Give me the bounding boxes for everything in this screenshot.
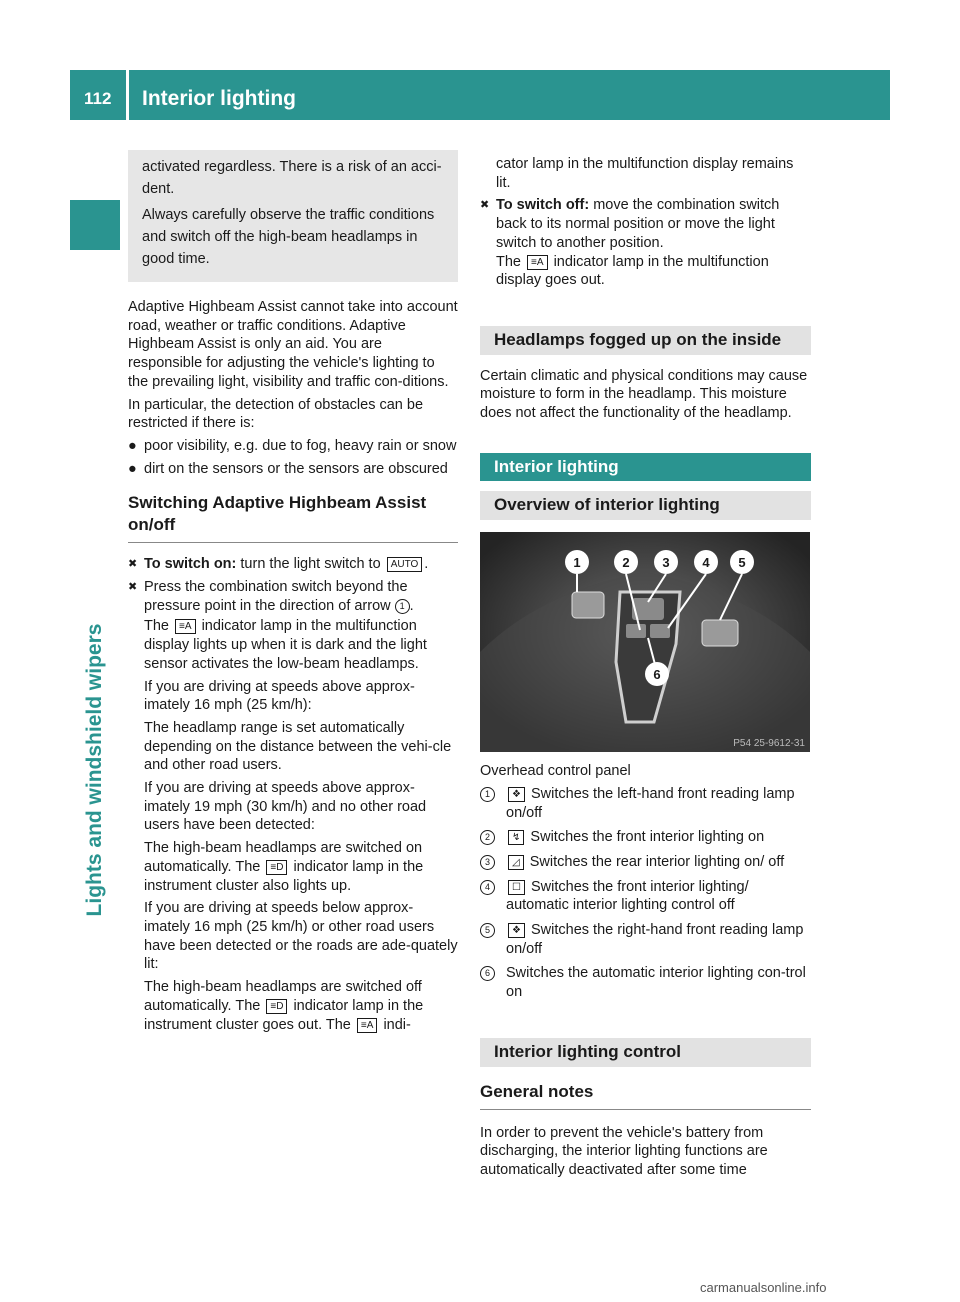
- overhead-control-panel-image: [480, 532, 810, 752]
- reading-lamp-icon: ❖: [508, 923, 525, 938]
- high-beam-assist-icon: ≡A: [175, 619, 196, 634]
- image-code: P54 25-9612-31: [733, 738, 805, 750]
- section-side-tab: [70, 200, 120, 1195]
- legend-item: 6 Switches the automatic interior lighting con-trol on: [480, 964, 811, 1001]
- section-heading: Interior lighting control: [480, 1038, 811, 1067]
- action-step: ✖ To switch off: move the combination switch back to its normal position or move the light switch to another position. The ≡A indicator lamp in the multifunction display goes out.: [480, 197, 780, 289]
- section-heading: General notes: [480, 1079, 811, 1110]
- legend-item: 2 ↯ Switches the front interior lighting on: [480, 828, 811, 847]
- step-arrow-icon: ✖: [128, 558, 138, 571]
- legend-item: 4 ☐ Switches the front interior lighting/ automatic interior lighting control off: [480, 878, 811, 915]
- page-number: 112: [84, 89, 112, 108]
- callout-2: 2: [622, 555, 630, 571]
- callout-number: 1: [395, 599, 410, 614]
- left-column: [128, 150, 458, 1038]
- step-arrow-icon: ✖: [480, 199, 490, 212]
- paragraph: Certain climatic and physical conditions may cause moisture to form in the headlamp. This moisture does not affect the functionality of the headlamp.: [480, 367, 808, 422]
- bullet-item: ● dirt on the sensors or the sensors are obscured: [128, 460, 448, 477]
- section-heading: Interior lighting: [480, 453, 811, 482]
- warning-text: activated regardless. There is a risk of an acci-dent.: [142, 159, 442, 197]
- warning-box: [128, 150, 458, 282]
- callout-4: 4: [702, 555, 710, 571]
- paragraph: Adaptive Highbeam Assist cannot take into account road, weather or traffic conditions. Adaptive Highbeam Assist is only an aid. You are responsible for adjusting the vehicle's lighting to the prevailing light, visibility and traffic con-ditions.: [128, 299, 458, 390]
- header-divider: [126, 70, 129, 120]
- callout-6: 6: [653, 667, 661, 683]
- right-column: cator lamp in the multifunction display remains lit. ✖ To switch off: move the combination switch back to its normal position or move the light switch to another position. The ≡A indicator lamp in the multifunction display goes out. Headlamps fogged up on the inside Certain climatic and physical conditions may cause moisture to form in the headlamp. This moisture does not affect the functionality of the headlamp. Interior lighting Overview of interior lighting 1 2 3 4 5 6 P54 25-9612-31 Overhead control panel 1 ❖ Switches the left-hand front reading lamp on/off 2 ↯ Switches the front interior lighting on 3 ◿ Switches the rear interior lighting on/ off 4 ☐ Switches the front interior lighting/ automatic interior lighting control off 5 ❖ Switches the right-hand front reading lamp on/off 6 Switches the automatic interior lighting con-trol on Interior lighting control General notes In order to prevent the vehicle's battery from discharging, the interior lighting functions are automatically deactivated after some time: [480, 155, 811, 1184]
- reading-lamp-icon: ❖: [508, 787, 525, 802]
- figure-caption: Overhead control panel: [480, 763, 631, 780]
- high-beam-icon: ≡D: [266, 860, 287, 875]
- legend-item: 1 ❖ Switches the left-hand front reading lamp on/off: [480, 785, 811, 822]
- chapter-marker: [70, 200, 120, 250]
- warning-text: Always carefully observe the traffic conditions and switch off the high-beam headlamps in good time.: [142, 207, 435, 267]
- section-heading: Headlamps fogged up on the inside: [480, 326, 811, 355]
- section-heading: Switching Adaptive Highbeam Assist on/off: [128, 482, 458, 543]
- interior-light-off-icon: ☐: [508, 880, 525, 895]
- action-step: ✖ To switch on: turn the light switch to AUTO .: [128, 556, 429, 573]
- callout-3: 3: [662, 555, 670, 571]
- high-beam-icon: ≡D: [266, 999, 287, 1014]
- page-header: [70, 70, 890, 120]
- page-title: Interior lighting: [142, 87, 296, 110]
- callout-1: 1: [573, 555, 581, 571]
- high-beam-assist-icon: ≡A: [527, 255, 548, 270]
- legend-item: 5 ❖ Switches the right-hand front reading lamp on/off: [480, 921, 811, 958]
- legend-item: 3 ◿ Switches the rear interior lighting on/ off: [480, 853, 811, 872]
- front-interior-light-icon: ↯: [508, 830, 524, 845]
- paragraph: In particular, the detection of obstacles can be restricted if there is:: [128, 396, 424, 432]
- auto-icon: AUTO: [387, 557, 423, 572]
- bullet-item: ● poor visibility, e.g. due to fog, heavy rain or snow: [128, 437, 457, 454]
- high-beam-assist-icon: ≡A: [357, 1018, 378, 1033]
- paragraph: In order to prevent the vehicle's battery from discharging, the interior lighting functions are automatically deactivated after some time: [480, 1124, 768, 1178]
- step-arrow-icon: ✖: [128, 581, 138, 594]
- action-step: ✖ Press the combination switch beyond the pressure point in the direction of arrow 1 . The ≡A indicator lamp in the multifunction display lights up when it is dark and the light sensor activates the low-beam headlamps. If you are driving at speeds above approx-imately 16 mph (25 km/h): The headlamp range is set automatically depending on the distance between the vehi-cle and other road users. If you are driving at speeds above approx-imately 19 mph (30 km/h) and no other road users have been detected: The high-beam headlamps are switched on automatically. The ≡D indicator lamp in the instrument cluster also lights up. If you are driving at speeds below approx-imately 16 mph (25 km/h) or other road users have been detected or the roads are ade-quately lit: The high-beam headlamps are switched off automatically. The ≡D indicator lamp in the instrument cluster goes out. The ≡A indi-: [128, 579, 458, 1033]
- callout-5: 5: [738, 555, 746, 571]
- section-heading: Overview of interior lighting: [480, 491, 811, 520]
- rear-interior-light-icon: ◿: [508, 855, 524, 870]
- watermark: carmanualsonline.info: [700, 1280, 827, 1295]
- chapter-title: Lights and windshield wipers: [83, 623, 106, 917]
